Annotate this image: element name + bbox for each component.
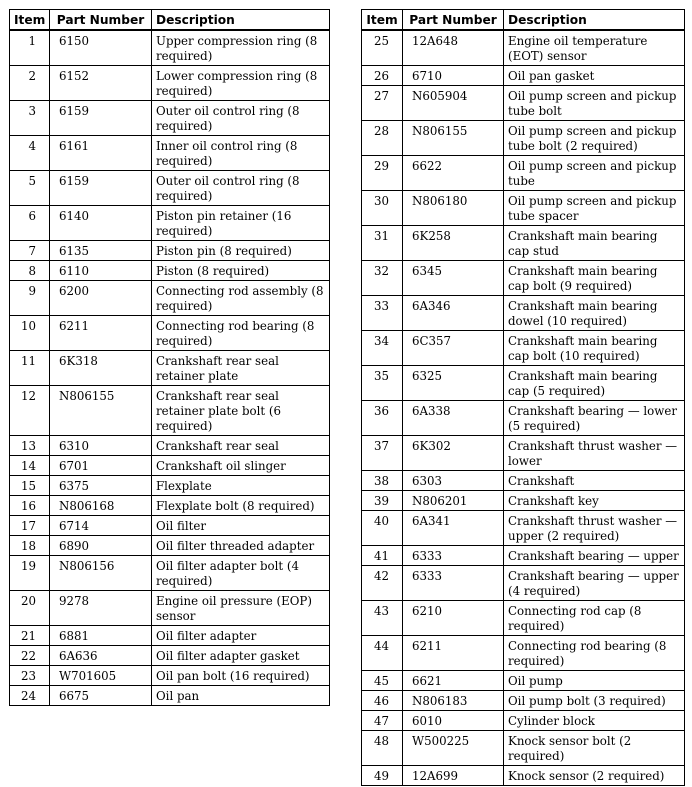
description-cell: Piston pin (8 required): [152, 241, 330, 261]
item-cell: 24: [10, 686, 50, 706]
table-row: [10, 316, 330, 351]
item-cell: 8: [10, 261, 50, 281]
part-number-cell: 6333: [403, 546, 504, 566]
item-cell: 16: [10, 496, 50, 516]
part-number-cell: 6325: [403, 366, 504, 401]
part-number-cell: N806180: [403, 191, 504, 226]
part-number-cell: W500225: [403, 731, 504, 766]
table-row: [362, 511, 685, 546]
item-cell: 5: [10, 171, 50, 206]
description-cell: Lower compression ring (8 required): [152, 66, 330, 101]
description-cell: Knock sensor bolt (2 required): [504, 731, 685, 766]
table-row: [10, 626, 330, 646]
part-number-cell: 6890: [50, 536, 152, 556]
table-row: [10, 686, 330, 706]
part-number-cell: 6881: [50, 626, 152, 646]
table-row: [362, 671, 685, 691]
part-number-cell: 6303: [403, 471, 504, 491]
description-cell: Oil filter: [152, 516, 330, 536]
description-cell: Inner oil control ring (8 required): [152, 136, 330, 171]
item-cell: 26: [362, 66, 403, 86]
item-cell: 48: [362, 731, 403, 766]
part-number-cell: 6159: [50, 101, 152, 136]
description-cell: Engine oil pressure (EOP) sensor: [152, 591, 330, 626]
description-cell: Oil pan: [152, 686, 330, 706]
part-number-cell: 6135: [50, 241, 152, 261]
item-cell: 42: [362, 566, 403, 601]
parts-table-right: [361, 9, 685, 786]
part-number-cell: 6010: [403, 711, 504, 731]
item-cell: 2: [10, 66, 50, 101]
item-cell: 44: [362, 636, 403, 671]
table-row: [10, 171, 330, 206]
part-number-cell: 6701: [50, 456, 152, 476]
table-row: [10, 456, 330, 476]
table-row: [10, 536, 330, 556]
part-number-cell: 6714: [50, 516, 152, 536]
description-cell: Outer oil control ring (8 required): [152, 101, 330, 136]
description-cell: Oil pump screen and pickup tube: [504, 156, 685, 191]
item-cell: 9: [10, 281, 50, 316]
description-cell: Oil filter adapter bolt (4 required): [152, 556, 330, 591]
header-row: [362, 10, 685, 31]
table-row: [362, 191, 685, 226]
table-row: [362, 30, 685, 66]
description-cell: Crankshaft rear seal retainer plate: [152, 351, 330, 386]
part-number-cell: 6211: [50, 316, 152, 351]
item-cell: 38: [362, 471, 403, 491]
description-cell: Crankshaft bearing — upper (4 required): [504, 566, 685, 601]
part-number-cell: 6210: [403, 601, 504, 636]
description-cell: Flexplate bolt (8 required): [152, 496, 330, 516]
part-number-cell: 12A699: [403, 766, 504, 786]
table-row: [10, 516, 330, 536]
part-number-cell: 6200: [50, 281, 152, 316]
part-number-cell: 6C357: [403, 331, 504, 366]
part-number-cell: W701605: [50, 666, 152, 686]
table-row: [362, 731, 685, 766]
description-cell: Oil filter threaded adapter: [152, 536, 330, 556]
part-number-cell: N806156: [50, 556, 152, 591]
item-cell: 1: [10, 30, 50, 66]
item-cell: 18: [10, 536, 50, 556]
table-row: [10, 206, 330, 241]
description-cell: Connecting rod cap (8 required): [504, 601, 685, 636]
part-number-cell: 6675: [50, 686, 152, 706]
description-cell: Oil pump: [504, 671, 685, 691]
description-cell: Crankshaft thrust washer — lower: [504, 436, 685, 471]
description-cell: Crankshaft rear seal retainer plate bolt (6 required): [152, 386, 330, 436]
item-cell: 45: [362, 671, 403, 691]
item-cell: 32: [362, 261, 403, 296]
part-number-cell: 6375: [50, 476, 152, 496]
description-cell: Crankshaft rear seal: [152, 436, 330, 456]
description-cell: Upper compression ring (8 required): [152, 30, 330, 66]
table-row: [10, 281, 330, 316]
part-number-cell: 6211: [403, 636, 504, 671]
table-row: [362, 296, 685, 331]
item-cell: 40: [362, 511, 403, 546]
table-row: [362, 121, 685, 156]
header-item: Item: [10, 10, 50, 31]
part-number-cell: N806168: [50, 496, 152, 516]
part-number-cell: 6310: [50, 436, 152, 456]
table-row: [362, 226, 685, 261]
part-number-cell: 6A636: [50, 646, 152, 666]
item-cell: 34: [362, 331, 403, 366]
description-cell: Knock sensor (2 required): [504, 766, 685, 786]
item-cell: 30: [362, 191, 403, 226]
table-row: [362, 601, 685, 636]
description-cell: Crankshaft: [504, 471, 685, 491]
table-row: [362, 261, 685, 296]
table-row: [362, 546, 685, 566]
item-cell: 28: [362, 121, 403, 156]
header-part-number: Part Number: [50, 10, 152, 31]
table-row: [10, 436, 330, 456]
part-number-cell: 6710: [403, 66, 504, 86]
part-number-cell: 6621: [403, 671, 504, 691]
item-cell: 29: [362, 156, 403, 191]
item-cell: 21: [10, 626, 50, 646]
table-row: [10, 591, 330, 626]
item-cell: 13: [10, 436, 50, 456]
part-number-cell: 6K258: [403, 226, 504, 261]
part-number-cell: N806155: [50, 386, 152, 436]
table-row: [10, 66, 330, 101]
table-row: [362, 766, 685, 786]
table-row: [10, 646, 330, 666]
item-cell: 6: [10, 206, 50, 241]
item-cell: 17: [10, 516, 50, 536]
table-row: [362, 636, 685, 671]
table-row: [10, 476, 330, 496]
item-cell: 12: [10, 386, 50, 436]
header-row: [10, 10, 330, 31]
part-number-cell: N605904: [403, 86, 504, 121]
part-number-cell: N806155: [403, 121, 504, 156]
item-cell: 49: [362, 766, 403, 786]
table-row: [362, 471, 685, 491]
description-cell: Crankshaft bearing — upper: [504, 546, 685, 566]
table-row: [10, 666, 330, 686]
description-cell: Crankshaft main bearing dowel (10 required): [504, 296, 685, 331]
part-number-cell: 6K318: [50, 351, 152, 386]
table-row: [10, 241, 330, 261]
item-cell: 10: [10, 316, 50, 351]
item-cell: 31: [362, 226, 403, 261]
item-cell: 35: [362, 366, 403, 401]
description-cell: Crankshaft main bearing cap bolt (10 required): [504, 331, 685, 366]
item-cell: 23: [10, 666, 50, 686]
item-cell: 27: [362, 86, 403, 121]
table-row: [362, 566, 685, 601]
table-row: [362, 436, 685, 471]
description-cell: Crankshaft bearing — lower (5 required): [504, 401, 685, 436]
item-cell: 20: [10, 591, 50, 626]
table-row: [10, 101, 330, 136]
description-cell: Piston (8 required): [152, 261, 330, 281]
part-number-cell: 6161: [50, 136, 152, 171]
description-cell: Crankshaft thrust washer — upper (2 required): [504, 511, 685, 546]
parts-table-left: [9, 9, 330, 706]
header-item: Item: [362, 10, 403, 31]
table-row: [10, 496, 330, 516]
part-number-cell: 6150: [50, 30, 152, 66]
item-cell: 22: [10, 646, 50, 666]
description-cell: Oil pump screen and pickup tube bolt (2 required): [504, 121, 685, 156]
part-number-cell: N806201: [403, 491, 504, 511]
table-row: [362, 401, 685, 436]
part-number-cell: 6345: [403, 261, 504, 296]
table-row: [10, 556, 330, 591]
description-cell: Crankshaft main bearing cap bolt (9 required): [504, 261, 685, 296]
item-cell: 3: [10, 101, 50, 136]
table-row: [362, 86, 685, 121]
description-cell: Outer oil control ring (8 required): [152, 171, 330, 206]
item-cell: 14: [10, 456, 50, 476]
description-cell: Oil filter adapter gasket: [152, 646, 330, 666]
description-cell: Oil pan gasket: [504, 66, 685, 86]
item-cell: 39: [362, 491, 403, 511]
part-number-cell: 6152: [50, 66, 152, 101]
description-cell: Flexplate: [152, 476, 330, 496]
description-cell: Crankshaft main bearing cap (5 required): [504, 366, 685, 401]
table-row: [10, 136, 330, 171]
item-cell: 4: [10, 136, 50, 171]
item-cell: 25: [362, 30, 403, 66]
part-number-cell: 6A338: [403, 401, 504, 436]
part-number-cell: 6159: [50, 171, 152, 206]
item-cell: 37: [362, 436, 403, 471]
table-row: [362, 66, 685, 86]
description-cell: Oil pump screen and pickup tube spacer: [504, 191, 685, 226]
item-cell: 15: [10, 476, 50, 496]
part-number-cell: 6140: [50, 206, 152, 241]
description-cell: Crankshaft main bearing cap stud: [504, 226, 685, 261]
part-number-cell: 9278: [50, 591, 152, 626]
part-number-cell: 6622: [403, 156, 504, 191]
part-number-cell: 12A648: [403, 30, 504, 66]
description-cell: Piston pin retainer (16 required): [152, 206, 330, 241]
table-row: [10, 30, 330, 66]
table-row: [10, 351, 330, 386]
table-row: [362, 491, 685, 511]
description-cell: Engine oil temperature (EOT) sensor: [504, 30, 685, 66]
description-cell: Oil filter adapter: [152, 626, 330, 646]
description-cell: Connecting rod assembly (8 required): [152, 281, 330, 316]
description-cell: Connecting rod bearing (8 required): [504, 636, 685, 671]
item-cell: 19: [10, 556, 50, 591]
header-description: Description: [152, 10, 330, 31]
description-cell: Connecting rod bearing (8 required): [152, 316, 330, 351]
description-cell: Crankshaft key: [504, 491, 685, 511]
description-cell: Cylinder block: [504, 711, 685, 731]
item-cell: 11: [10, 351, 50, 386]
part-number-cell: N806183: [403, 691, 504, 711]
table-row: [362, 711, 685, 731]
item-cell: 7: [10, 241, 50, 261]
description-cell: Crankshaft oil slinger: [152, 456, 330, 476]
table-row: [10, 261, 330, 281]
description-cell: Oil pan bolt (16 required): [152, 666, 330, 686]
item-cell: 47: [362, 711, 403, 731]
header-description: Description: [504, 10, 685, 31]
part-number-cell: 6A346: [403, 296, 504, 331]
header-part-number: Part Number: [403, 10, 504, 31]
part-number-cell: 6K302: [403, 436, 504, 471]
part-number-cell: 6110: [50, 261, 152, 281]
part-number-cell: 6333: [403, 566, 504, 601]
description-cell: Oil pump bolt (3 required): [504, 691, 685, 711]
table-row: [362, 156, 685, 191]
item-cell: 36: [362, 401, 403, 436]
description-cell: Oil pump screen and pickup tube bolt: [504, 86, 685, 121]
item-cell: 46: [362, 691, 403, 711]
table-row: [10, 386, 330, 436]
part-number-cell: 6A341: [403, 511, 504, 546]
item-cell: 33: [362, 296, 403, 331]
item-cell: 43: [362, 601, 403, 636]
table-row: [362, 331, 685, 366]
table-row: [362, 691, 685, 711]
table-row: [362, 366, 685, 401]
item-cell: 41: [362, 546, 403, 566]
